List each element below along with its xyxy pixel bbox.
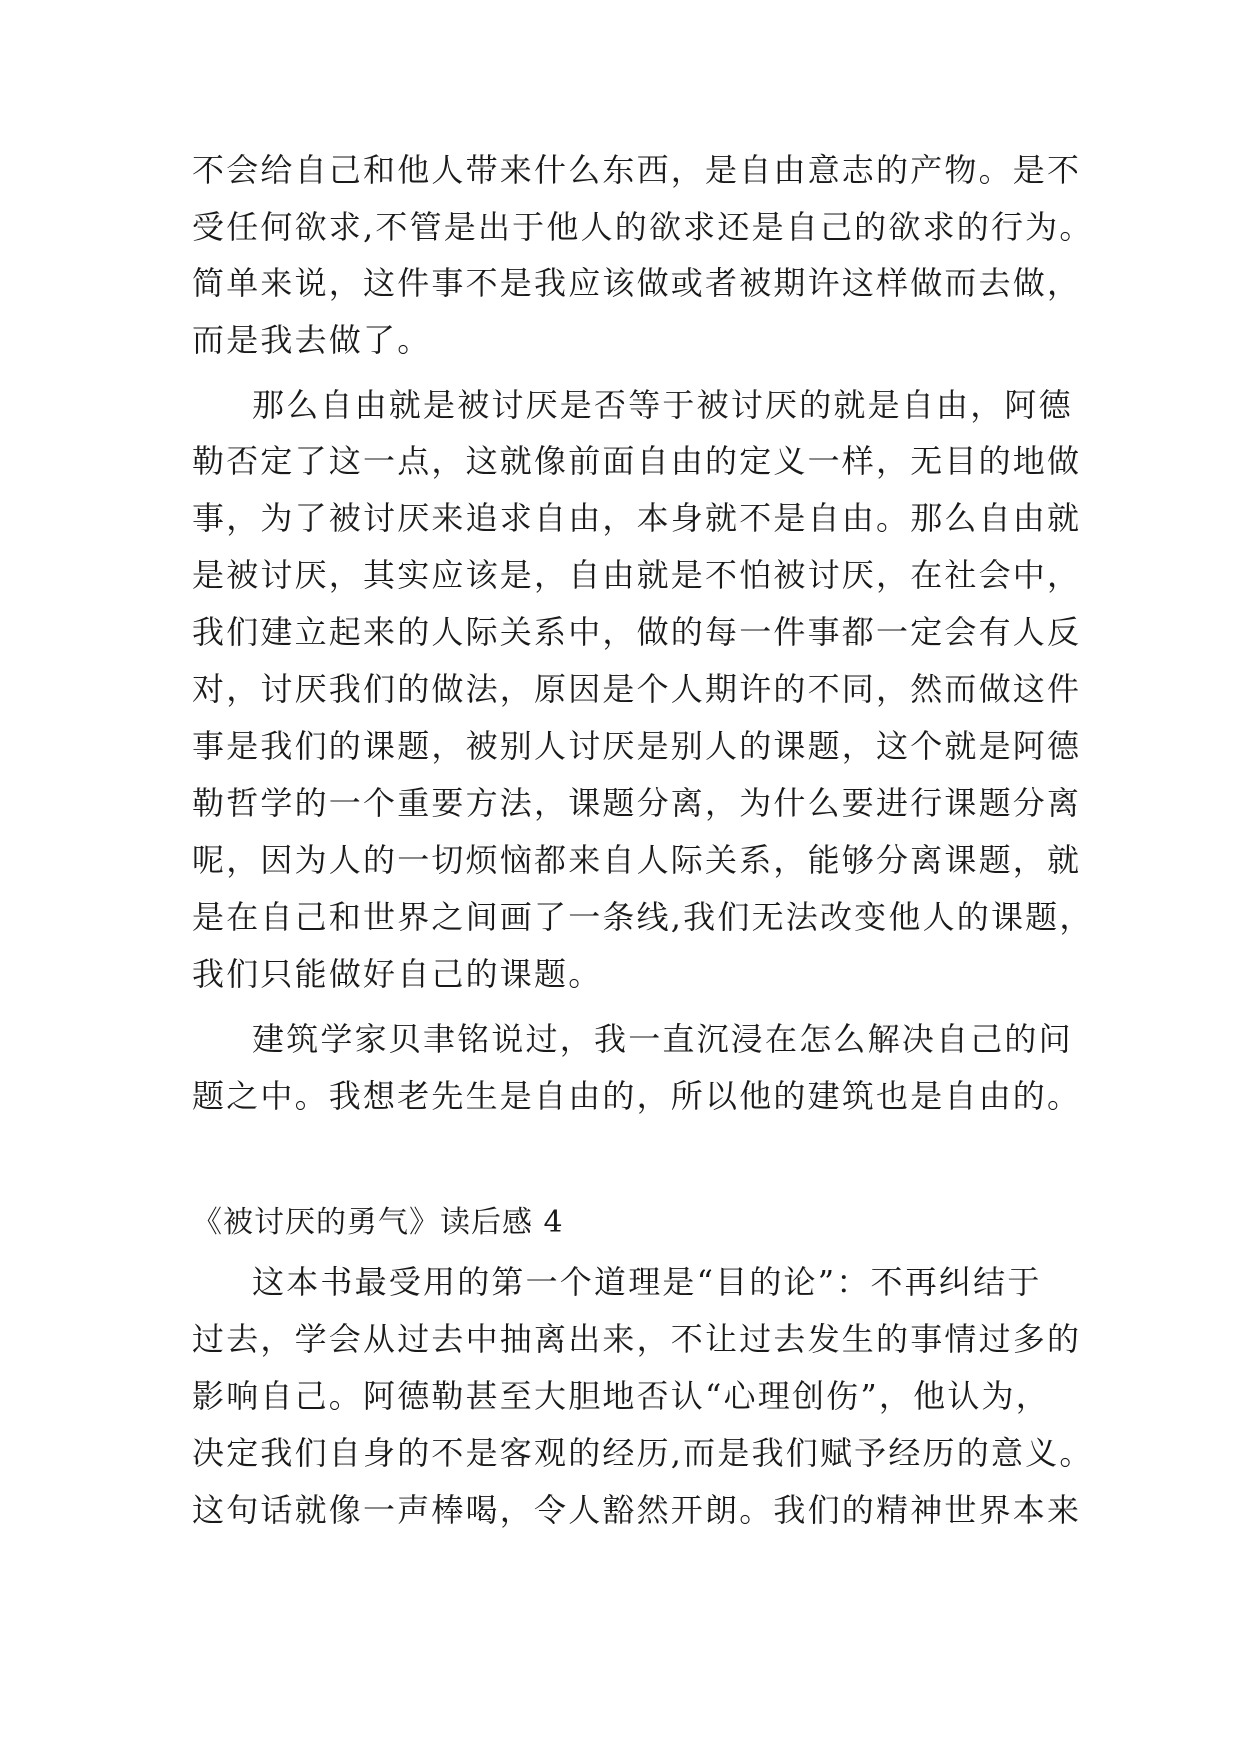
text-line: 勒否定了这一点，这就像前面自由的定义一样，无目的地做 (192, 442, 1082, 480)
text-line: 事是我们的课题，被别人讨厌是别人的课题，这个就是阿德 (192, 727, 1082, 765)
text-line: 我们建立起来的人际关系中，做的每一件事都一定会有人反 (192, 613, 1082, 651)
text-line: 呢，因为人的一切烦恼都来自人际关系，能够分离课题，就 (192, 841, 1082, 879)
section-title: 《被讨厌的勇气》读后感 4 (192, 1205, 564, 1240)
text-line: 勒哲学的一个重要方法，课题分离，为什么要进行课题分离 (192, 784, 1082, 822)
text-line: 这句话就像一声棒喝，令人豁然开朗。我们的精神世界本来 (192, 1491, 1082, 1529)
text-line: 过去，学会从过去中抽离出来，不让过去发生的事情过多的 (192, 1320, 1082, 1358)
text-line: 是在自己和世界之间画了一条线,我们无法改变他人的课题， (192, 898, 1094, 936)
text-line: 不会给自己和他人带来什么东西，是自由意志的产物。是不 (192, 151, 1082, 189)
text-line: 那么自由就是被讨厌是否等于被讨厌的就是自由，阿德 (252, 386, 1073, 424)
text-line: 而是我去做了。 (192, 321, 432, 359)
text-line: 是被讨厌，其实应该是，自由就是不怕被讨厌，在社会中， (192, 556, 1082, 594)
text-line: 题之中。我想老先生是自由的，所以他的建筑也是自由的。 (192, 1077, 1082, 1115)
text-line: 我们只能做好自己的课题。 (192, 955, 603, 993)
text-line: 决定我们自身的不是客观的经历,而是我们赋予经历的意义。 (192, 1434, 1094, 1472)
text-line: 建筑学家贝聿铭说过，我一直沉浸在怎么解决自己的问 (252, 1020, 1073, 1058)
text-line: 对，讨厌我们的做法，原因是个人期许的不同，然而做这件 (192, 670, 1082, 708)
text-line: 影响自己。阿德勒甚至大胆地否认“心理创伤”，他认为， (192, 1377, 1050, 1415)
text-line: 事，为了被讨厌来追求自由，本身就不是自由。那么自由就 (192, 499, 1082, 537)
text-line: 受任何欲求,不管是出于他人的欲求还是自己的欲求的行为。 (192, 208, 1094, 246)
text-line: 简单来说，这件事不是我应该做或者被期许这样做而去做， (192, 264, 1082, 302)
text-line: 这本书最受用的第一个道理是“目的论”：不再纠结于 (252, 1263, 1042, 1301)
